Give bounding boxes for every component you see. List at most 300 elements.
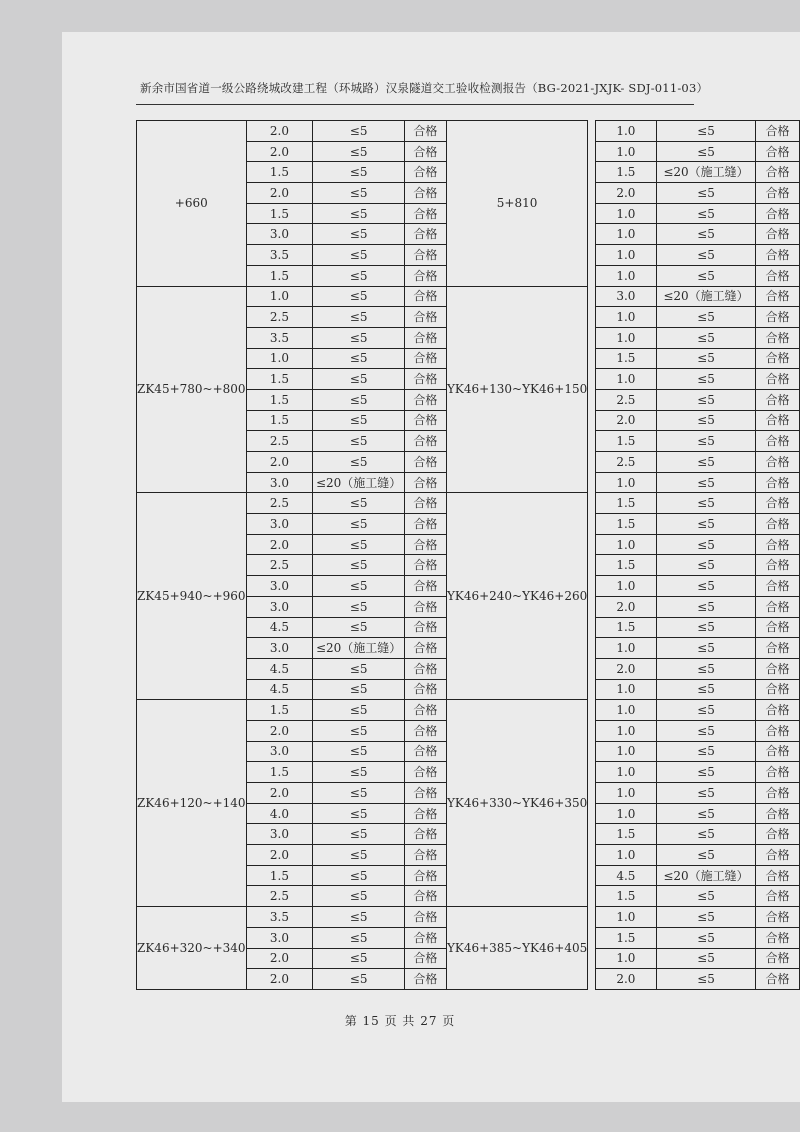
left-allowed-limit-cell: ≤5 <box>313 307 405 328</box>
left-measured-value-cell: 3.0 <box>246 638 313 659</box>
left-stake-cell: ZK46+320~+340 <box>137 907 247 990</box>
left-result-cell: 合格 <box>404 493 446 514</box>
right-result-cell: 合格 <box>756 245 800 266</box>
left-result-cell: 合格 <box>404 658 446 679</box>
column-gap <box>588 741 596 762</box>
left-measured-value-cell: 2.5 <box>246 493 313 514</box>
left-allowed-limit-cell: ≤5 <box>313 741 405 762</box>
right-allowed-limit-cell: ≤5 <box>656 762 755 783</box>
left-measured-value-cell: 1.5 <box>246 410 313 431</box>
right-allowed-limit-cell: ≤5 <box>656 907 755 928</box>
right-allowed-limit-cell: ≤5 <box>656 886 755 907</box>
right-allowed-limit-cell: ≤5 <box>656 141 755 162</box>
left-measured-value-cell: 3.5 <box>246 907 313 928</box>
right-allowed-limit-cell: ≤5 <box>656 327 755 348</box>
right-result-cell: 合格 <box>756 927 800 948</box>
column-gap <box>588 638 596 659</box>
right-result-cell: 合格 <box>756 783 800 804</box>
left-measured-value-cell: 3.0 <box>246 224 313 245</box>
table-row <box>137 493 800 514</box>
page-number: 第 15 页 共 27 页 <box>344 1014 456 1028</box>
right-allowed-limit-cell: ≤20（施工缝） <box>656 865 755 886</box>
right-allowed-limit-cell: ≤20（施工缝） <box>656 286 755 307</box>
left-allowed-limit-cell: ≤5 <box>313 493 405 514</box>
left-measured-value-cell: 2.0 <box>246 845 313 866</box>
left-measured-value-cell: 1.5 <box>246 389 313 410</box>
left-allowed-limit-cell: ≤5 <box>313 596 405 617</box>
right-result-cell: 合格 <box>756 327 800 348</box>
left-result-cell: 合格 <box>404 369 446 390</box>
right-measured-value-cell: 1.0 <box>595 576 656 597</box>
right-allowed-limit-cell: ≤5 <box>656 265 755 286</box>
column-gap <box>588 493 596 514</box>
left-result-cell: 合格 <box>404 720 446 741</box>
right-measured-value-cell: 1.5 <box>595 514 656 535</box>
left-result-cell: 合格 <box>404 141 446 162</box>
left-measured-value-cell: 1.5 <box>246 369 313 390</box>
left-allowed-limit-cell: ≤5 <box>313 948 405 969</box>
left-measured-value-cell: 1.0 <box>246 286 313 307</box>
left-result-cell: 合格 <box>404 803 446 824</box>
column-gap <box>588 886 596 907</box>
right-measured-value-cell: 4.5 <box>595 865 656 886</box>
left-allowed-limit-cell: ≤5 <box>313 907 405 928</box>
left-allowed-limit-cell: ≤5 <box>313 679 405 700</box>
right-result-cell: 合格 <box>756 183 800 204</box>
left-result-cell: 合格 <box>404 865 446 886</box>
left-result-cell: 合格 <box>404 452 446 473</box>
right-allowed-limit-cell: ≤5 <box>656 658 755 679</box>
left-measured-value-cell: 2.0 <box>246 141 313 162</box>
right-allowed-limit-cell: ≤5 <box>656 617 755 638</box>
right-result-cell: 合格 <box>756 203 800 224</box>
right-result-cell: 合格 <box>756 141 800 162</box>
left-allowed-limit-cell: ≤5 <box>313 555 405 576</box>
right-measured-value-cell: 1.0 <box>595 307 656 328</box>
column-gap <box>588 162 596 183</box>
left-allowed-limit-cell: ≤5 <box>313 327 405 348</box>
right-measured-value-cell: 1.0 <box>595 845 656 866</box>
right-allowed-limit-cell: ≤5 <box>656 348 755 369</box>
right-result-cell: 合格 <box>756 865 800 886</box>
right-measured-value-cell: 2.0 <box>595 596 656 617</box>
table-row <box>137 121 800 142</box>
right-result-cell: 合格 <box>756 307 800 328</box>
column-gap <box>588 307 596 328</box>
right-measured-value-cell: 1.0 <box>595 224 656 245</box>
left-stake-cell: ZK46+120~+140 <box>137 700 247 907</box>
right-allowed-limit-cell: ≤5 <box>656 576 755 597</box>
column-gap <box>588 762 596 783</box>
left-result-cell: 合格 <box>404 472 446 493</box>
left-allowed-limit-cell: ≤5 <box>313 183 405 204</box>
left-measured-value-cell: 2.5 <box>246 307 313 328</box>
right-allowed-limit-cell: ≤5 <box>656 121 755 142</box>
column-gap <box>588 534 596 555</box>
right-result-cell: 合格 <box>756 555 800 576</box>
right-result-cell: 合格 <box>756 596 800 617</box>
inspection-table-body <box>137 121 800 990</box>
column-gap <box>588 576 596 597</box>
right-measured-value-cell: 1.0 <box>595 762 656 783</box>
right-allowed-limit-cell: ≤5 <box>656 969 755 990</box>
right-measured-value-cell: 1.0 <box>595 741 656 762</box>
right-allowed-limit-cell: ≤5 <box>656 845 755 866</box>
right-measured-value-cell: 1.0 <box>595 907 656 928</box>
right-measured-value-cell: 2.0 <box>595 410 656 431</box>
right-allowed-limit-cell: ≤5 <box>656 245 755 266</box>
right-result-cell: 合格 <box>756 969 800 990</box>
right-result-cell: 合格 <box>756 741 800 762</box>
left-measured-value-cell: 4.5 <box>246 679 313 700</box>
column-gap <box>588 969 596 990</box>
left-measured-value-cell: 2.0 <box>246 783 313 804</box>
left-measured-value-cell: 3.0 <box>246 927 313 948</box>
right-allowed-limit-cell: ≤5 <box>656 638 755 659</box>
column-gap <box>588 700 596 721</box>
left-result-cell: 合格 <box>404 679 446 700</box>
left-measured-value-cell: 2.0 <box>246 452 313 473</box>
left-allowed-limit-cell: ≤5 <box>313 203 405 224</box>
left-result-cell: 合格 <box>404 389 446 410</box>
right-measured-value-cell: 1.5 <box>595 927 656 948</box>
column-gap <box>588 327 596 348</box>
left-stake-cell: ZK45+940~+960 <box>137 493 247 700</box>
left-result-cell: 合格 <box>404 741 446 762</box>
right-stake-cell: 5+810 <box>446 121 587 287</box>
column-gap <box>588 452 596 473</box>
left-result-cell: 合格 <box>404 327 446 348</box>
left-result-cell: 合格 <box>404 824 446 845</box>
left-allowed-limit-cell: ≤5 <box>313 534 405 555</box>
right-measured-value-cell: 2.0 <box>595 183 656 204</box>
right-result-cell: 合格 <box>756 431 800 452</box>
left-result-cell: 合格 <box>404 927 446 948</box>
left-allowed-limit-cell: ≤5 <box>313 762 405 783</box>
right-result-cell: 合格 <box>756 907 800 928</box>
left-result-cell: 合格 <box>404 762 446 783</box>
right-result-cell: 合格 <box>756 803 800 824</box>
right-result-cell: 合格 <box>756 514 800 535</box>
left-measured-value-cell: 2.0 <box>246 720 313 741</box>
column-gap <box>588 286 596 307</box>
left-result-cell: 合格 <box>404 121 446 142</box>
left-allowed-limit-cell: ≤5 <box>313 783 405 804</box>
right-allowed-limit-cell: ≤5 <box>656 431 755 452</box>
right-allowed-limit-cell: ≤5 <box>656 555 755 576</box>
right-measured-value-cell: 1.0 <box>595 472 656 493</box>
right-allowed-limit-cell: ≤5 <box>656 389 755 410</box>
right-measured-value-cell: 1.0 <box>595 121 656 142</box>
left-measured-value-cell: 2.0 <box>246 969 313 990</box>
left-result-cell: 合格 <box>404 907 446 928</box>
right-allowed-limit-cell: ≤20（施工缝） <box>656 162 755 183</box>
right-result-cell: 合格 <box>756 720 800 741</box>
right-result-cell: 合格 <box>756 121 800 142</box>
right-allowed-limit-cell: ≤5 <box>656 183 755 204</box>
left-allowed-limit-cell: ≤5 <box>313 927 405 948</box>
left-allowed-limit-cell: ≤5 <box>313 576 405 597</box>
left-allowed-limit-cell: ≤5 <box>313 389 405 410</box>
column-gap <box>588 265 596 286</box>
left-allowed-limit-cell: ≤5 <box>313 514 405 535</box>
right-allowed-limit-cell: ≤5 <box>656 307 755 328</box>
left-allowed-limit-cell: ≤5 <box>313 658 405 679</box>
right-measured-value-cell: 1.0 <box>595 245 656 266</box>
column-gap <box>588 803 596 824</box>
left-allowed-limit-cell: ≤5 <box>313 617 405 638</box>
right-stake-cell: YK46+130~YK46+150 <box>446 286 587 493</box>
left-result-cell: 合格 <box>404 534 446 555</box>
left-result-cell: 合格 <box>404 162 446 183</box>
right-stake-cell: YK46+240~YK46+260 <box>446 493 587 700</box>
left-result-cell: 合格 <box>404 596 446 617</box>
right-allowed-limit-cell: ≤5 <box>656 720 755 741</box>
right-measured-value-cell: 1.5 <box>595 617 656 638</box>
left-result-cell: 合格 <box>404 224 446 245</box>
column-gap <box>588 927 596 948</box>
left-result-cell: 合格 <box>404 183 446 204</box>
column-gap <box>588 865 596 886</box>
left-allowed-limit-cell: ≤5 <box>313 886 405 907</box>
left-allowed-limit-cell: ≤5 <box>313 369 405 390</box>
column-gap <box>588 555 596 576</box>
left-result-cell: 合格 <box>404 845 446 866</box>
right-measured-value-cell: 1.5 <box>595 886 656 907</box>
left-measured-value-cell: 3.0 <box>246 576 313 597</box>
left-measured-value-cell: 1.5 <box>246 762 313 783</box>
right-result-cell: 合格 <box>756 824 800 845</box>
right-measured-value-cell: 1.0 <box>595 534 656 555</box>
left-measured-value-cell: 2.5 <box>246 886 313 907</box>
left-allowed-limit-cell: ≤5 <box>313 348 405 369</box>
column-gap <box>588 203 596 224</box>
left-measured-value-cell: 4.0 <box>246 803 313 824</box>
right-measured-value-cell: 1.0 <box>595 327 656 348</box>
left-measured-value-cell: 4.5 <box>246 658 313 679</box>
right-measured-value-cell: 1.0 <box>595 265 656 286</box>
left-allowed-limit-cell: ≤5 <box>313 162 405 183</box>
right-measured-value-cell: 3.0 <box>595 286 656 307</box>
right-measured-value-cell: 1.5 <box>595 431 656 452</box>
right-measured-value-cell: 2.5 <box>595 452 656 473</box>
left-measured-value-cell: 3.0 <box>246 514 313 535</box>
right-measured-value-cell: 1.5 <box>595 555 656 576</box>
column-gap <box>588 410 596 431</box>
right-measured-value-cell: 1.0 <box>595 948 656 969</box>
left-measured-value-cell: 1.5 <box>246 700 313 721</box>
left-result-cell: 合格 <box>404 307 446 328</box>
right-result-cell: 合格 <box>756 472 800 493</box>
left-result-cell: 合格 <box>404 969 446 990</box>
column-gap <box>588 658 596 679</box>
right-result-cell: 合格 <box>756 369 800 390</box>
right-stake-cell: YK46+330~YK46+350 <box>446 700 587 907</box>
left-result-cell: 合格 <box>404 431 446 452</box>
left-measured-value-cell: 3.0 <box>246 741 313 762</box>
left-result-cell: 合格 <box>404 886 446 907</box>
left-allowed-limit-cell: ≤5 <box>313 803 405 824</box>
left-allowed-limit-cell: ≤5 <box>313 224 405 245</box>
right-result-cell: 合格 <box>756 348 800 369</box>
left-allowed-limit-cell: ≤5 <box>313 410 405 431</box>
left-result-cell: 合格 <box>404 783 446 804</box>
right-result-cell: 合格 <box>756 576 800 597</box>
right-measured-value-cell: 1.0 <box>595 141 656 162</box>
left-allowed-limit-cell: ≤5 <box>313 720 405 741</box>
right-result-cell: 合格 <box>756 948 800 969</box>
right-result-cell: 合格 <box>756 658 800 679</box>
right-allowed-limit-cell: ≤5 <box>656 410 755 431</box>
left-allowed-limit-cell: ≤5 <box>313 431 405 452</box>
table-row <box>137 700 800 721</box>
right-result-cell: 合格 <box>756 700 800 721</box>
right-measured-value-cell: 1.0 <box>595 369 656 390</box>
right-result-cell: 合格 <box>756 224 800 245</box>
left-measured-value-cell: 2.0 <box>246 183 313 204</box>
column-gap <box>588 720 596 741</box>
right-measured-value-cell: 1.0 <box>595 700 656 721</box>
column-gap <box>588 369 596 390</box>
left-allowed-limit-cell: ≤5 <box>313 865 405 886</box>
left-measured-value-cell: 3.0 <box>246 824 313 845</box>
left-result-cell: 合格 <box>404 203 446 224</box>
column-gap <box>588 348 596 369</box>
table-row <box>137 286 800 307</box>
right-allowed-limit-cell: ≤5 <box>656 369 755 390</box>
left-result-cell: 合格 <box>404 555 446 576</box>
right-allowed-limit-cell: ≤5 <box>656 493 755 514</box>
left-result-cell: 合格 <box>404 948 446 969</box>
right-allowed-limit-cell: ≤5 <box>656 783 755 804</box>
right-measured-value-cell: 1.0 <box>595 203 656 224</box>
right-result-cell: 合格 <box>756 886 800 907</box>
right-result-cell: 合格 <box>756 617 800 638</box>
left-allowed-limit-cell: ≤5 <box>313 824 405 845</box>
left-measured-value-cell: 1.5 <box>246 203 313 224</box>
right-stake-cell: YK46+385~YK46+405 <box>446 907 587 990</box>
column-gap <box>588 907 596 928</box>
right-measured-value-cell: 1.5 <box>595 824 656 845</box>
right-result-cell: 合格 <box>756 410 800 431</box>
left-measured-value-cell: 1.0 <box>246 348 313 369</box>
left-measured-value-cell: 3.5 <box>246 327 313 348</box>
table-row <box>137 907 800 928</box>
right-measured-value-cell: 1.5 <box>595 348 656 369</box>
left-measured-value-cell: 2.0 <box>246 948 313 969</box>
left-allowed-limit-cell: ≤5 <box>313 452 405 473</box>
right-allowed-limit-cell: ≤5 <box>656 679 755 700</box>
right-result-cell: 合格 <box>756 286 800 307</box>
left-measured-value-cell: 1.5 <box>246 265 313 286</box>
left-allowed-limit-cell: ≤5 <box>313 121 405 142</box>
right-result-cell: 合格 <box>756 845 800 866</box>
left-result-cell: 合格 <box>404 348 446 369</box>
right-result-cell: 合格 <box>756 389 800 410</box>
column-gap <box>588 783 596 804</box>
right-measured-value-cell: 1.5 <box>595 162 656 183</box>
right-measured-value-cell: 2.5 <box>595 389 656 410</box>
left-result-cell: 合格 <box>404 638 446 659</box>
right-allowed-limit-cell: ≤5 <box>656 824 755 845</box>
left-allowed-limit-cell: ≤5 <box>313 286 405 307</box>
column-gap <box>588 183 596 204</box>
column-gap <box>588 845 596 866</box>
left-result-cell: 合格 <box>404 700 446 721</box>
right-allowed-limit-cell: ≤5 <box>656 741 755 762</box>
column-gap <box>588 472 596 493</box>
right-result-cell: 合格 <box>756 762 800 783</box>
left-allowed-limit-cell: ≤20（施工缝） <box>313 638 405 659</box>
left-measured-value-cell: 2.5 <box>246 431 313 452</box>
right-result-cell: 合格 <box>756 638 800 659</box>
left-measured-value-cell: 1.5 <box>246 865 313 886</box>
column-gap <box>588 141 596 162</box>
left-result-cell: 合格 <box>404 245 446 266</box>
column-gap <box>588 679 596 700</box>
right-result-cell: 合格 <box>756 452 800 473</box>
left-measured-value-cell: 2.5 <box>246 555 313 576</box>
left-result-cell: 合格 <box>404 410 446 431</box>
right-allowed-limit-cell: ≤5 <box>656 203 755 224</box>
left-allowed-limit-cell: ≤5 <box>313 265 405 286</box>
right-allowed-limit-cell: ≤5 <box>656 224 755 245</box>
right-measured-value-cell: 1.0 <box>595 679 656 700</box>
right-allowed-limit-cell: ≤5 <box>656 803 755 824</box>
left-measured-value-cell: 1.5 <box>246 162 313 183</box>
right-result-cell: 合格 <box>756 162 800 183</box>
left-result-cell: 合格 <box>404 576 446 597</box>
column-gap <box>588 224 596 245</box>
left-allowed-limit-cell: ≤5 <box>313 700 405 721</box>
right-measured-value-cell: 2.0 <box>595 969 656 990</box>
left-measured-value-cell: 3.0 <box>246 472 313 493</box>
left-result-cell: 合格 <box>404 617 446 638</box>
inspection-table <box>136 120 800 990</box>
column-gap <box>588 389 596 410</box>
right-result-cell: 合格 <box>756 534 800 555</box>
right-allowed-limit-cell: ≤5 <box>656 534 755 555</box>
right-measured-value-cell: 1.0 <box>595 783 656 804</box>
left-stake-cell: ZK45+780~+800 <box>137 286 247 493</box>
right-measured-value-cell: 1.0 <box>595 720 656 741</box>
column-gap <box>588 596 596 617</box>
right-measured-value-cell: 2.0 <box>595 658 656 679</box>
right-measured-value-cell: 1.0 <box>595 638 656 659</box>
right-allowed-limit-cell: ≤5 <box>656 948 755 969</box>
left-measured-value-cell: 2.0 <box>246 121 313 142</box>
column-gap <box>588 121 596 142</box>
right-measured-value-cell: 1.0 <box>595 803 656 824</box>
right-result-cell: 合格 <box>756 265 800 286</box>
column-gap <box>588 824 596 845</box>
left-measured-value-cell: 2.0 <box>246 534 313 555</box>
header-divider <box>136 104 694 105</box>
left-measured-value-cell: 4.5 <box>246 617 313 638</box>
left-allowed-limit-cell: ≤5 <box>313 245 405 266</box>
left-result-cell: 合格 <box>404 514 446 535</box>
left-allowed-limit-cell: ≤20（施工缝） <box>313 472 405 493</box>
left-allowed-limit-cell: ≤5 <box>313 969 405 990</box>
right-measured-value-cell: 1.5 <box>595 493 656 514</box>
right-allowed-limit-cell: ≤5 <box>656 700 755 721</box>
right-allowed-limit-cell: ≤5 <box>656 596 755 617</box>
left-result-cell: 合格 <box>404 286 446 307</box>
left-stake-cell: +660 <box>137 121 247 287</box>
right-allowed-limit-cell: ≤5 <box>656 514 755 535</box>
report-header-title: 新余市国省道一级公路绕城改建工程（环城路）汉泉隧道交工验收检测报告（BG-2021-JXJK- SDJ-011-03） <box>140 81 709 95</box>
column-gap <box>588 514 596 535</box>
